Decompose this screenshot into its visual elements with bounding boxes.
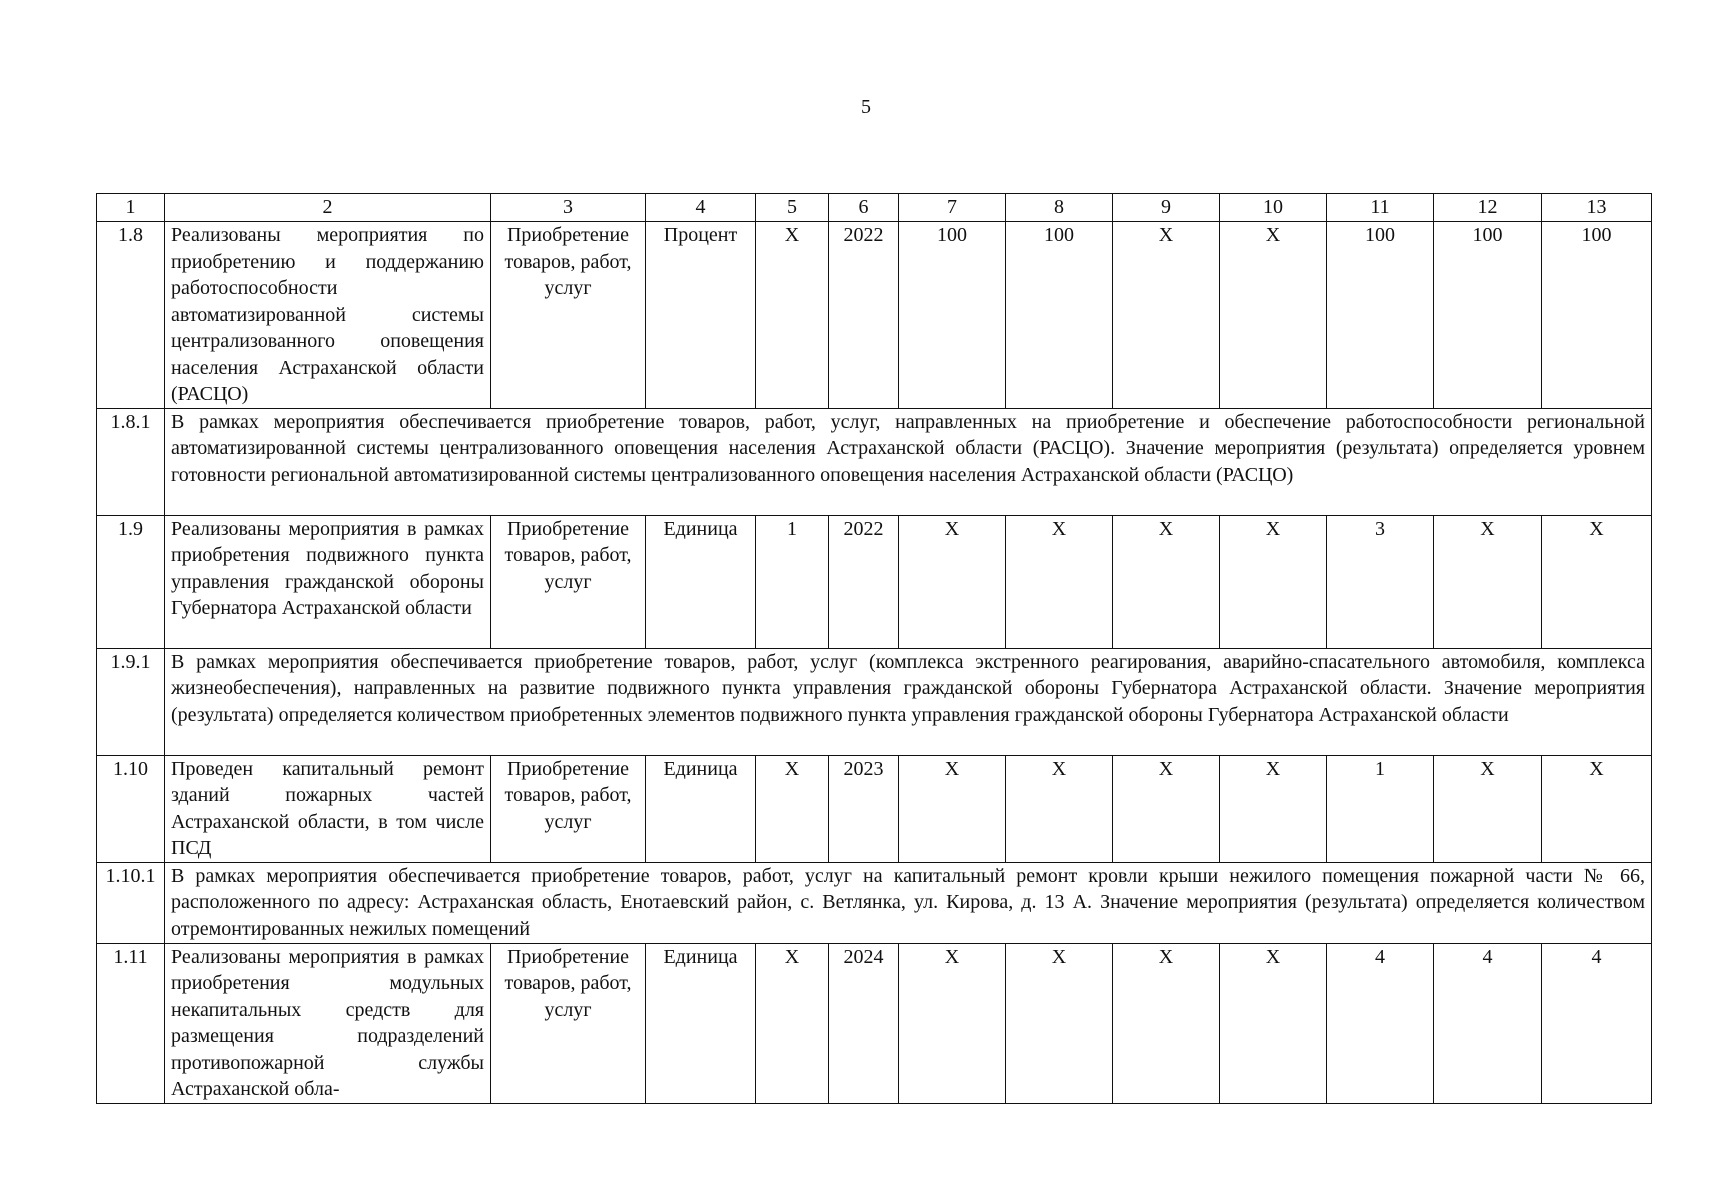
value-cell: X: [1220, 755, 1327, 862]
header-cell: 4: [646, 194, 756, 222]
table-row: [97, 943, 1652, 1103]
value-cell: X: [756, 943, 829, 1103]
unit-cell: Процент: [646, 222, 756, 409]
header-cell: 13: [1542, 194, 1652, 222]
description-cell: [165, 408, 1652, 515]
value-cell: X: [899, 943, 1006, 1103]
measure-type-line: Приобретение: [506, 517, 630, 540]
value-cell: 2022: [829, 515, 899, 648]
measure-name: Проведен капитальный ремонт зданий пожарных частей Астраханской области, в том числе ПСД: [165, 755, 491, 862]
row-number: 1.9: [97, 515, 165, 648]
value-cell: 100: [1434, 222, 1542, 409]
measure-type-line: Приобретение: [506, 224, 630, 246]
measure-name: Реализованы мероприятия по приобретению и поддержанию работоспособности автоматизированной системы централизованного оповещения населения Астраханской области (РАСЦО): [165, 222, 491, 409]
table-row: [97, 515, 1652, 648]
header-cell: 8: [1006, 194, 1113, 222]
unit-cell: Единица: [646, 943, 756, 1103]
table-row: [97, 755, 1652, 862]
value-cell: X: [756, 222, 829, 409]
value-cell: 2024: [829, 943, 899, 1103]
value-cell: 1: [1327, 755, 1434, 862]
header-cell: 1: [97, 194, 165, 222]
row-number: 1.10: [97, 755, 165, 862]
measure-type-line: товаров, работ,: [504, 250, 632, 273]
value-cell: 100: [1327, 222, 1434, 409]
measure-type: [491, 755, 646, 862]
header-cell: 2: [165, 194, 491, 222]
measures-table: [96, 193, 1652, 1104]
header-cell: 11: [1327, 194, 1434, 222]
value-cell: 100: [1006, 222, 1113, 409]
measure-type-line: товаров, работ,: [504, 784, 632, 806]
value-cell: 4: [1434, 943, 1542, 1103]
header-cell: 7: [899, 194, 1006, 222]
row-number: 1.9.1: [97, 648, 165, 755]
value-cell: X: [1113, 755, 1220, 862]
header-cell: 3: [491, 194, 646, 222]
row-number: 1.10.1: [97, 862, 165, 943]
measure-type-line: Приобретение: [506, 945, 630, 968]
value-cell: X: [1113, 222, 1220, 409]
row-number: 1.11: [97, 943, 165, 1103]
table-row: [97, 862, 1652, 943]
value-cell: X: [1220, 515, 1327, 648]
measure-type: [491, 222, 646, 409]
value-cell: X: [1113, 943, 1220, 1103]
value-cell: 4: [1542, 943, 1652, 1103]
value-cell: 3: [1327, 515, 1434, 648]
header-cell: 9: [1113, 194, 1220, 222]
value-cell: 100: [899, 222, 1006, 409]
description-text: В рамках мероприятия обеспечивается приобретение товаров, работ, услуг (комплекса экстренного реагирования, аварийно-спасательного автомобиля, комплекса жизнеобеспечения), направленных на развитие подвижного пункта управления гражданской обороны Губернатора Астраханской области. Значение мероприятия (результата) определяется количеством приобретенных элементов подвижного пункта управления гражданской обороны Губернатора Астраханской области: [171, 650, 1645, 726]
value-cell: X: [899, 515, 1006, 648]
measure-type: [491, 515, 646, 648]
value-cell: X: [1006, 515, 1113, 648]
value-cell: X: [1434, 515, 1542, 648]
value-cell: X: [1220, 222, 1327, 409]
value-cell: 2023: [829, 755, 899, 862]
value-cell: X: [1220, 943, 1327, 1103]
unit-cell: Единица: [646, 515, 756, 648]
description-text: В рамках мероприятия обеспечивается приобретение товаров, работ, услуг на капитальный ремонт кровли крыши нежилого помещения пожарной части № 66, расположенного по адресу: Астраханская область, Енотаевский район, с. Ветлянка, ул. Кирова, д. 13 А. Значение мероприятия (результата) определяется количеством отремонтированных нежилых помещений: [171, 864, 1645, 940]
value-cell: 1: [756, 515, 829, 648]
value-cell: 4: [1327, 943, 1434, 1103]
value-cell: X: [1113, 515, 1220, 648]
value-cell: X: [756, 755, 829, 862]
measure-type-line: товаров, работ,: [504, 972, 632, 994]
description-text: В рамках мероприятия обеспечивается приобретение товаров, работ, услуг, направленных на приобретение и обеспечение работоспособности региональной автоматизированной системы централизованного оповещения населения Астраханской области (РАСЦО). Значение мероприятия (результата) определяется уровнем готовности региональной автоматизированной системы централизованного оповещения населения Астраханской области (РАСЦО): [171, 410, 1645, 486]
measure-type-line: услуг: [544, 570, 592, 593]
measure-type: [491, 943, 646, 1103]
value-cell: X: [1006, 943, 1113, 1103]
table-row: [97, 648, 1652, 755]
page-number: 5: [861, 96, 871, 118]
table-row: [97, 222, 1652, 409]
header-cell: 5: [756, 194, 829, 222]
header-cell: 12: [1434, 194, 1542, 222]
measure-type-line: услуг: [544, 810, 592, 833]
measure-name: Реализованы мероприятия в рамках приобретения подвижного пункта управления гражданской обороны Губернатора Астраханской области: [165, 515, 491, 648]
measure-type-line: Приобретение: [506, 757, 630, 780]
value-cell: 2022: [829, 222, 899, 409]
header-cell: 6: [829, 194, 899, 222]
value-cell: X: [1542, 755, 1652, 862]
measure-type-line: товаров, работ,: [504, 544, 632, 566]
table-row: [97, 408, 1652, 515]
measure-type-line: услуг: [544, 277, 592, 299]
measure-type-line: услуг: [544, 998, 592, 1021]
value-cell: X: [1434, 755, 1542, 862]
header-row: [97, 194, 1652, 222]
unit-cell: Единица: [646, 755, 756, 862]
header-cell: 10: [1220, 194, 1327, 222]
value-cell: X: [1542, 515, 1652, 648]
row-number: 1.8.1: [97, 408, 165, 515]
value-cell: X: [1006, 755, 1113, 862]
measure-name: Реализованы мероприятия в рамках приобретения модульных некапитальных средств для размещения подразделений противопожарной службы Астраханской обла-: [165, 943, 491, 1103]
value-cell: 100: [1542, 222, 1652, 409]
description-cell: [165, 648, 1652, 755]
description-cell: [165, 862, 1652, 943]
row-number: 1.8: [97, 222, 165, 409]
value-cell: X: [899, 755, 1006, 862]
